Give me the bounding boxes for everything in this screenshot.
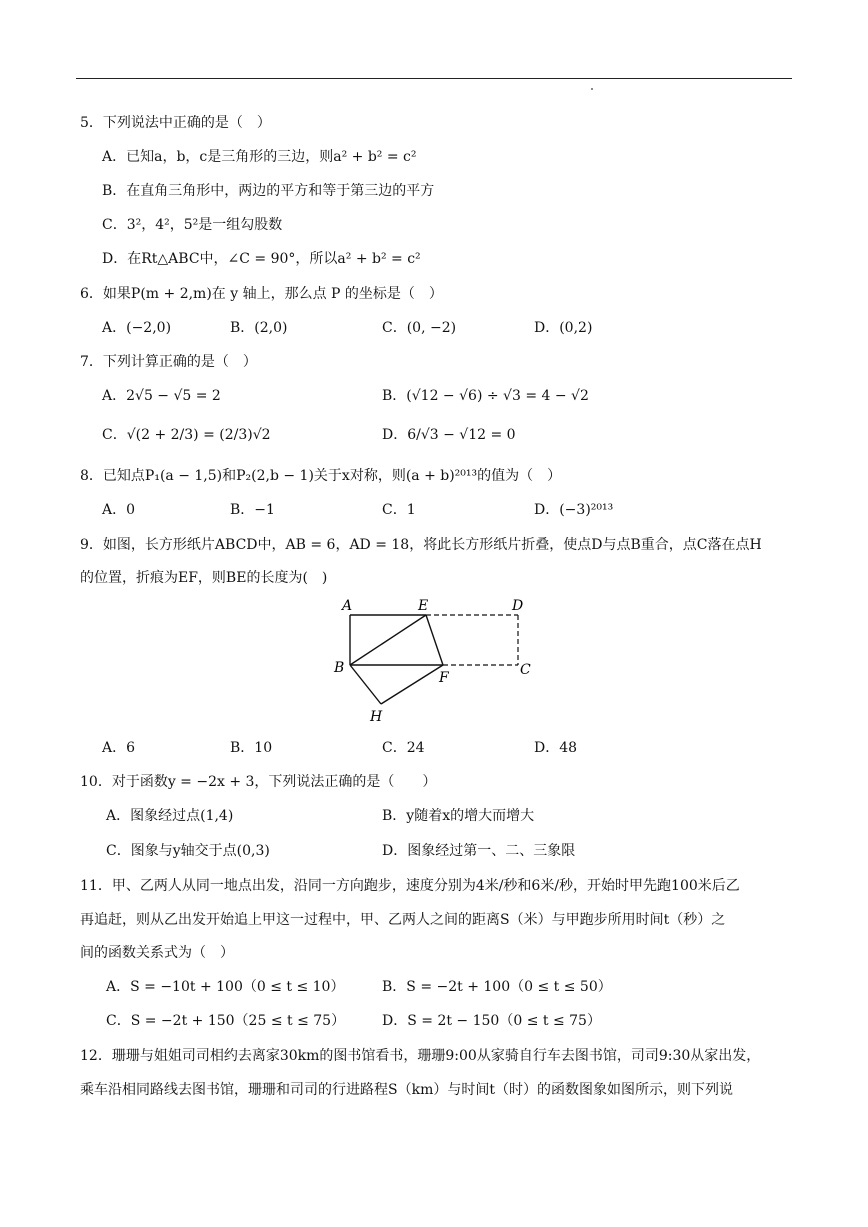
label-b: B bbox=[334, 660, 345, 676]
label-c: C bbox=[520, 662, 531, 678]
label-h: H bbox=[370, 709, 383, 725]
question-7-option-a: A．2√5 − √5 = 2 bbox=[102, 388, 221, 404]
question-8-stem: 8．已知点P₁(a − 1,5)和P₂(2,b − 1)关于x对称，则(a + b)²⁰¹³的值为（ ） bbox=[80, 468, 562, 484]
question-10-stem: 10．对于函数y = −2x + 3，下列说法正确的是（ ） bbox=[80, 774, 437, 790]
header-rule bbox=[76, 78, 792, 79]
question-9-stem-line-2: 的位置，折痕为EF，则BE的长度为( ) bbox=[80, 570, 328, 586]
edge-fh bbox=[381, 665, 443, 704]
question-5-option-c: C．3²，4²，5²是一组勾股数 bbox=[102, 217, 283, 233]
question-9-option-c: C．24 bbox=[382, 740, 425, 756]
question-7-option-d: D．6/√3 − √12 = 0 bbox=[382, 427, 516, 443]
label-e: E bbox=[418, 598, 429, 614]
question-12-stem-line-2: 乘车沿相同路线去图书馆，珊珊和司司的行进路程S（km）与时间t（时）的函数图象如图所示，则下列说 bbox=[80, 1082, 733, 1098]
question-10-option-b: B．y随着x的增大而增大 bbox=[382, 808, 535, 824]
label-d: D bbox=[512, 598, 524, 614]
question-10-option-c: C．图象与y轴交于点(0,3) bbox=[106, 843, 270, 859]
label-f: F bbox=[439, 670, 449, 686]
question-7-option-c: C．√(2 + 2/3) = (2/3)√2 bbox=[102, 427, 271, 443]
question-8-option-c: C．1 bbox=[382, 502, 416, 518]
question-10-option-a: A．图象经过点(1,4) bbox=[106, 808, 234, 824]
header-dot bbox=[591, 88, 593, 90]
question-8-option-b: B．−1 bbox=[230, 502, 275, 518]
label-a: A bbox=[342, 598, 353, 614]
question-9-option-a: A．6 bbox=[102, 740, 136, 756]
question-5-option-d: D．在Rt△ABC中，∠C = 90°，所以a² + b² = c² bbox=[102, 251, 421, 267]
question-12-stem-line-1: 12．珊珊与姐姐司司相约去离家30km的图书馆看书，珊珊9:00从家骑自行车去图书馆，司司9:30从家出发， bbox=[80, 1048, 761, 1064]
question-7-option-b: B．(√12 − √6) ÷ √3 = 4 − √2 bbox=[382, 388, 589, 404]
question-9-option-b: B．10 bbox=[230, 740, 273, 756]
folded-rectangle-figure bbox=[326, 594, 536, 726]
question-6-stem: 6．如果P(m + 2,m)在 y 轴上，那么点 P 的坐标是（ ） bbox=[80, 286, 443, 302]
question-6-option-c: C．(0, −2) bbox=[382, 320, 457, 336]
question-9-stem-line-1: 9．如图，长方形纸片ABCD中，AB = 6，AD = 18，将此长方形纸片折叠，使点D与点B重合，点C落在点H bbox=[80, 537, 762, 553]
question-5-option-a: A．已知a，b，c是三角形的三边，则a² + b² = c² bbox=[102, 149, 417, 165]
edge-hb bbox=[350, 665, 381, 704]
question-11-option-c: C．S = −2t + 150（25 ≤ t ≤ 75） bbox=[106, 1013, 346, 1029]
question-6-option-a: A．(−2,0) bbox=[102, 320, 172, 336]
question-11-stem-line-1: 11．甲、乙两人从同一地点出发，沿同一方向跑步，速度分别为4米/秒和6米/秒，开始时甲先跑100米后乙 bbox=[80, 878, 740, 894]
question-11-stem-line-3: 间的函数关系式为（ ） bbox=[80, 945, 234, 961]
question-11-option-d: D．S = 2t − 150（0 ≤ t ≤ 75） bbox=[382, 1013, 601, 1029]
crease-ef bbox=[426, 615, 443, 665]
question-8-option-a: A．0 bbox=[102, 502, 136, 518]
question-6-option-d: D．(0,2) bbox=[534, 320, 593, 336]
question-10-option-d: D．图象经过第一、二、三象限 bbox=[382, 843, 576, 859]
question-9-option-d: D．48 bbox=[534, 740, 578, 756]
question-11-option-b: B．S = −2t + 100（0 ≤ t ≤ 50） bbox=[382, 979, 612, 995]
question-11-option-a: A．S = −10t + 100（0 ≤ t ≤ 10） bbox=[106, 979, 345, 995]
edge-be bbox=[350, 615, 426, 665]
question-8-option-d: D．(−3)²⁰¹³ bbox=[534, 502, 614, 518]
question-11-stem-line-2: 再追赶，则从乙出发开始追上甲这一过程中，甲、乙两人之间的距离S（米）与甲跑步所用时间t（秒）之 bbox=[80, 912, 726, 928]
question-5-stem: 5．下列说法中正确的是（ ） bbox=[80, 115, 271, 131]
question-6-option-b: B．(2,0) bbox=[230, 320, 288, 336]
question-7-stem: 7．下列计算正确的是（ ） bbox=[80, 354, 257, 370]
question-5-option-b: B．在直角三角形中，两边的平方和等于第三边的平方 bbox=[102, 183, 435, 199]
